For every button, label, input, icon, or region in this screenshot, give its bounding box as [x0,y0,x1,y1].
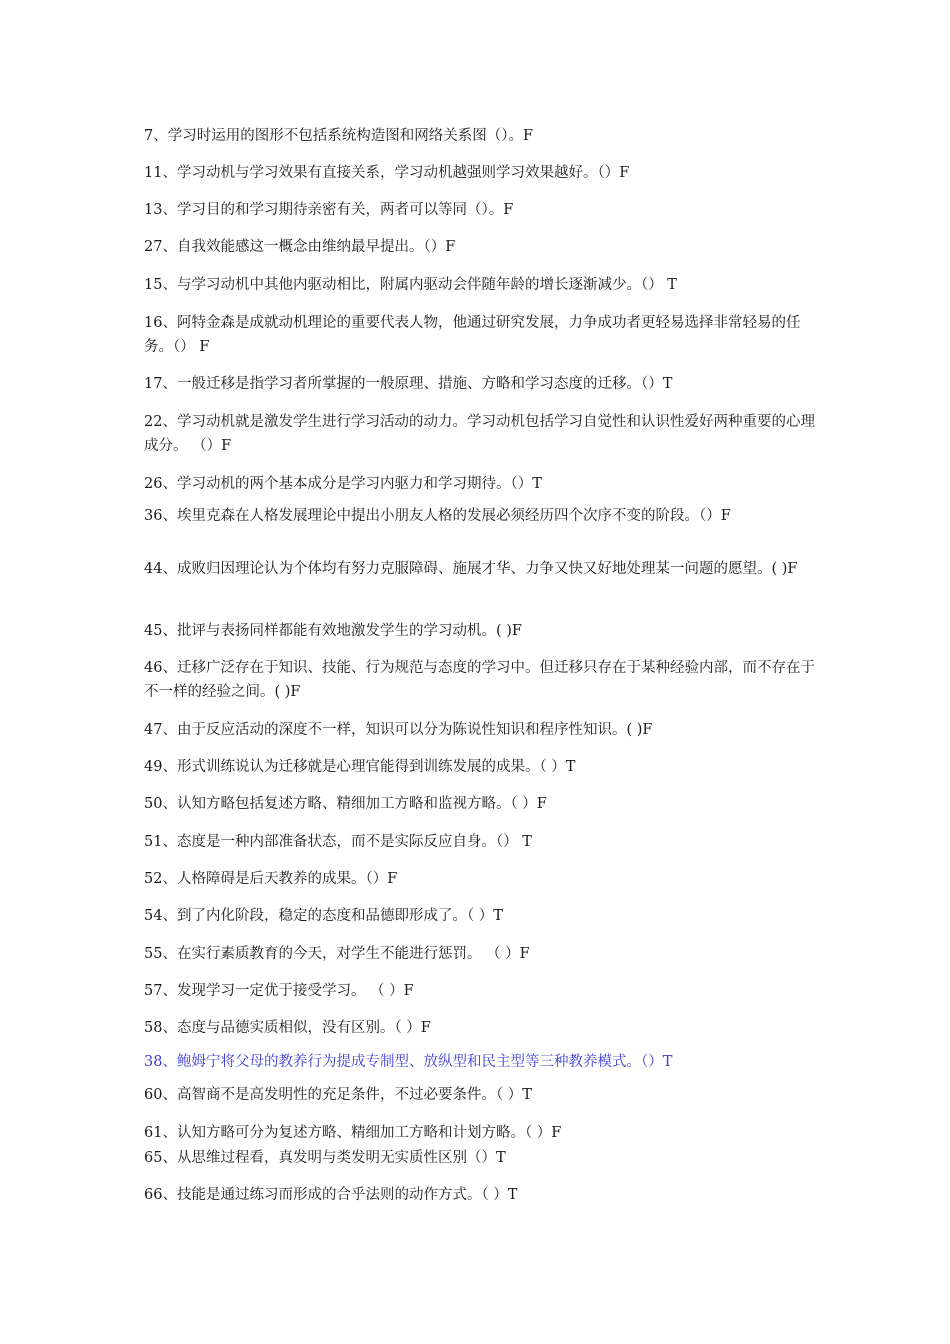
question-61: 61、认知方略可分为复述方略、精细加工方略和计划方略。（ ）F [144,1125,562,1141]
question-66: 66、技能是通过练习而形成的合乎法则的动作方式。（ ）T [144,1187,518,1203]
question-60: 60、高智商不是高发明性的充足条件，不过必要条件。（ ）T [144,1087,532,1103]
question-57: 57、发现学习一定优于接受学习。 （ ）F [144,983,414,999]
question-15: 15、与学习动机中其他内驱动相比，附属内驱动会伴随年龄的增长逐渐减少。（） T [144,277,677,293]
document-page [144,0,824,1344]
question-44: 44、成败归因理论认为个体均有努力克服障碍、施展才华、力争又快又好地处理某一问题的愿望。( )F [144,561,798,577]
question-46: 46、迁移广泛存在于知识、技能、行为规范与态度的学习中。但迁移只存在于某种经验内部，而不存在于不一样的经验之间。( )F [144,660,815,700]
question-16: 16、阿特金森是成就动机理论的重要代表人物，他通过研究发展，力争成功者更轻易选择非常轻易的任务。（） F [144,315,801,355]
question-47: 47、由于反应活动的深度不一样，知识可以分为陈说性知识和程序性知识。( )F [144,722,653,738]
question-54: 54、到了内化阶段，稳定的态度和品德即形成了。（ ）T [144,908,503,924]
question-49: 49、形式训练说认为迁移就是心理官能得到训练发展的成果。（ ）T [144,759,576,775]
question-58: 58、态度与品德实质相似，没有区别。（ ）F [144,1020,431,1036]
question-17: 17、一般迁移是指学习者所掌握的一般原理、措施、方略和学习态度的迁移。（）T [144,376,673,392]
question-45: 45、批评与表扬同样都能有效地激发学生的学习动机。( )F [144,623,522,639]
question-55: 55、在实行素质教育的今天，对学生不能进行惩罚。 （ ）F [144,946,530,962]
question-7: 7、学习时运用的图形不包括系统构造图和网络关系图（）。F [144,128,534,144]
question-51: 51、态度是一种内部准备状态，而不是实际反应自身。（） T [144,834,532,850]
question-36: 36、埃里克森在人格发展理论中提出小朋友人格的发展必须经历四个次序不变的阶段。（）F [144,508,731,524]
question-13: 13、学习目的和学习期待亲密有关，两者可以等同（）。F [144,202,514,218]
question-27: 27、自我效能感这一概念由维纳最早提出。（）F [144,239,456,255]
question-22: 22、学习动机就是激发学生进行学习活动的动力。学习动机包括学习自觉性和认识性爱好两种重要的心理成分。 （）F [144,414,815,454]
question-11: 11、学习动机与学习效果有直接关系，学习动机越强则学习效果越好。（）F [144,165,630,181]
question-50: 50、认知方略包括复述方略、精细加工方略和监视方略。（ ）F [144,796,547,812]
question-38-highlighted: 38、鲍姆宁将父母的教养行为提成专制型、放纵型和民主型等三种教养模式。（）T [144,1054,673,1070]
question-26: 26、学习动机的两个基本成分是学习内驱力和学习期待。（）T [144,476,542,492]
question-52: 52、人格障碍是后天教养的成果。（）F [144,871,398,887]
question-65: 65、从思维过程看，真发明与类发明无实质性区别（）T [144,1150,506,1166]
